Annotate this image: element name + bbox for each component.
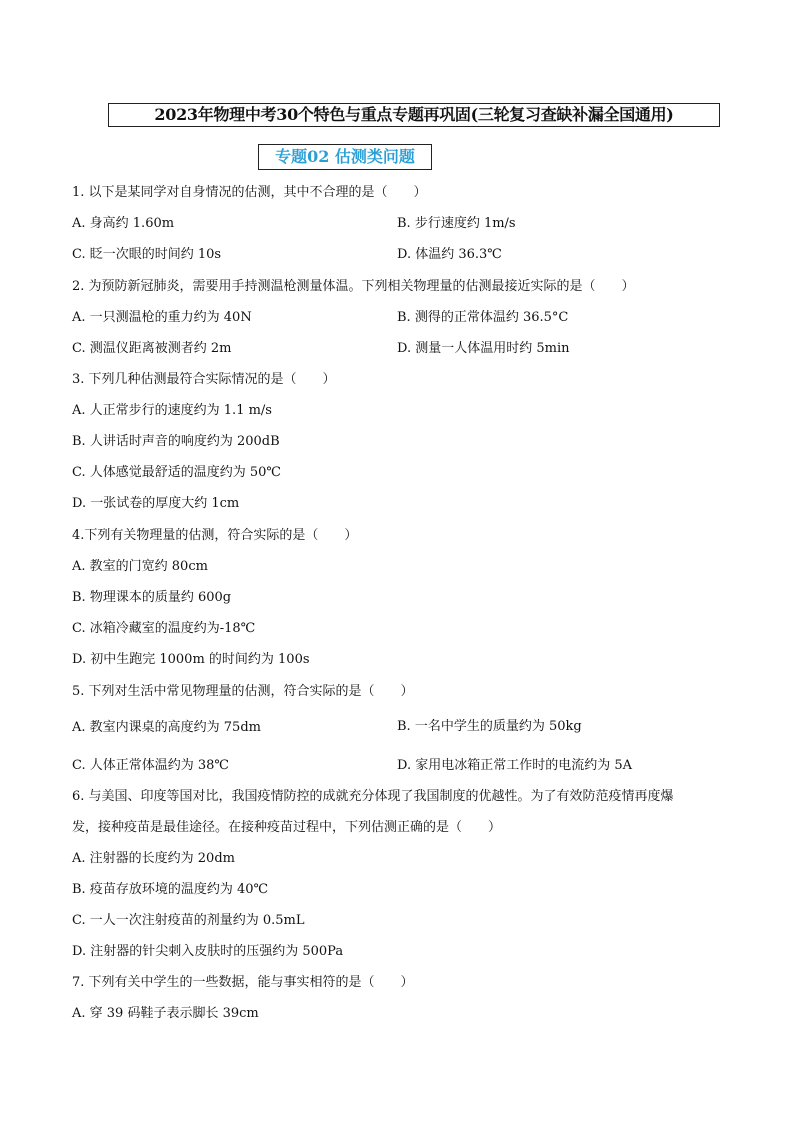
question-5-option-c: C. 人体正常体温约为 38℃	[72, 758, 229, 773]
question-2-option-d: D. 测量一人体温用时约 5min	[397, 341, 570, 356]
question-4-option-b: B. 物理课本的质量约 600g	[72, 590, 232, 605]
question-5-option-a: A. 教室内课桌的高度约为 75dm	[72, 720, 261, 735]
question-6-option-b: B. 疫苗存放环境的温度约为 40℃	[72, 882, 269, 897]
question-6-stem-line-1: 6. 与美国、印度等国对比，我国疫情防控的成就充分体现了我国制度的优越性。为了有效防范疫情再度爆	[72, 789, 674, 804]
question-1-option-c: C. 眨一次眼的时间约 10s	[72, 247, 222, 262]
question-7-option-a: A. 穿 39 码鞋子表示脚长 39cm	[72, 1006, 259, 1021]
question-4-option-c: C. 冰箱冷藏室的温度约为-18℃	[72, 621, 256, 636]
question-1-stem: 1. 以下是某同学对自身情况的估测，其中不合理的是（ ）	[72, 185, 427, 200]
question-1-option-b: B. 步行速度约 1m/s	[397, 216, 516, 231]
question-6-option-a: A. 注射器的长度约为 20dm	[72, 851, 235, 866]
question-3-option-a: A. 人正常步行的速度约为 1.1 m/s	[72, 403, 272, 418]
question-1-option-a: A. 身高约 1.60m	[72, 216, 175, 231]
question-2-option-a: A. 一只测温枪的重力约为 40N	[72, 310, 252, 325]
question-3-stem: 3. 下列几种估测最符合实际情况的是（ ）	[72, 372, 336, 387]
question-3-option-d: D. 一张试卷的厚度大约 1cm	[72, 496, 240, 511]
question-5-option-d: D. 家用电冰箱正常工作时的电流约为 5A	[397, 758, 633, 773]
question-2-option-c: C. 测温仪距离被测者约 2m	[72, 341, 232, 356]
question-5-stem: 5. 下列对生活中常见物理量的估测，符合实际的是（ ）	[72, 684, 414, 699]
question-4-stem: 4.下列有关物理量的估测，符合实际的是（ ）	[72, 528, 358, 543]
question-6-option-c: C. 一人一次注射疫苗的剂量约为 0.5mL	[72, 913, 305, 928]
question-1-option-d: D. 体温约 36.3℃	[397, 247, 502, 262]
question-5-option-b: B. 一名中学生的质量约为 50kg	[397, 719, 582, 734]
question-4-option-d: D. 初中生跑完 1000m 的时间约为 100s	[72, 652, 310, 667]
document-title: 2023年物理中考30个特色与重点专题再巩固(三轮复习查缺补漏全国通用)	[108, 103, 720, 127]
question-2-option-b: B. 测得的正常体温约 36.5°C	[397, 310, 569, 325]
question-2-stem: 2. 为预防新冠肺炎，需要用手持测温枪测量体温。下列相关物理量的估测最接近实际的是（ ）	[72, 279, 635, 294]
question-4-option-a: A. 教室的门宽约 80cm	[72, 559, 208, 574]
question-6-option-d: D. 注射器的针尖刺入皮肤时的压强约为 500Pa	[72, 944, 344, 959]
question-3-option-b: B. 人讲话时声音的响度约为 200dB	[72, 434, 280, 449]
section-subtitle: 专题02 估测类问题	[258, 144, 432, 170]
question-7-stem: 7. 下列有关中学生的一些数据，能与事实相符的是（ ）	[72, 975, 414, 990]
question-3-option-c: C. 人体感觉最舒适的温度约为 50℃	[72, 465, 281, 480]
question-6-stem-line-2: 发，接种疫苗是最佳途径。在接种疫苗过程中，下列估测正确的是（ ）	[72, 820, 502, 835]
